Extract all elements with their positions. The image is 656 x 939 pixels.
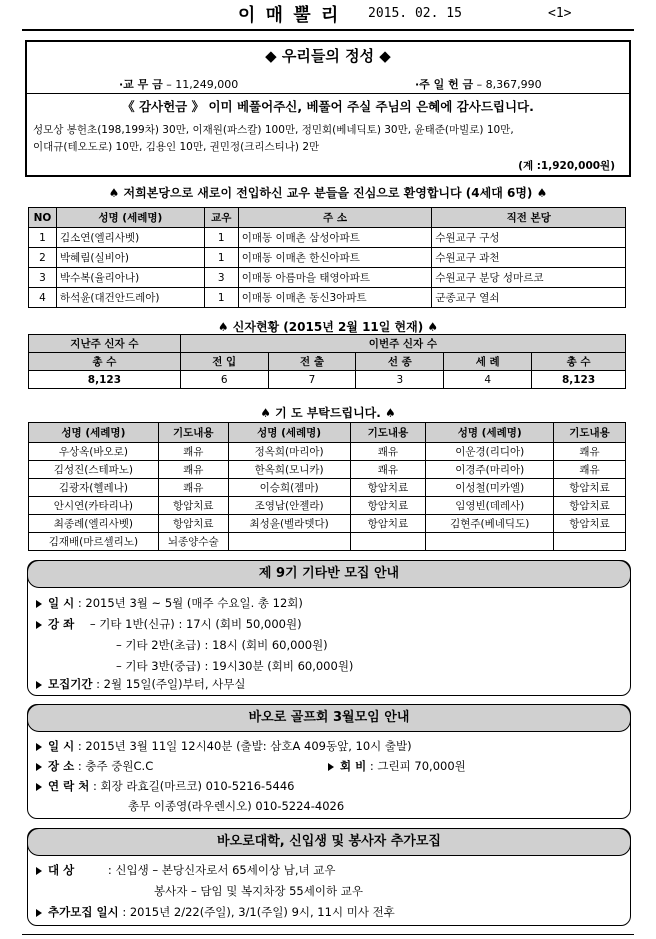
paul-univ-extra: 추가모집 일시 : 2015년 2/22(주일), 3/1(주일) 9시, 11시 미사 전후	[36, 904, 395, 920]
offering-box	[25, 40, 631, 177]
thanks-list: 성모상 봉헌초(198,199차) 30만, 이재원(파스칼) 100만, 정민회(베네딕토) 30만, 윤태준(마빌로) 10만, 이대규(테오도로) 10만, 김용인 10만, 권민정(크리스티나) 2만	[33, 124, 514, 153]
guitar-courses: 강 좌 – 기타 1반(신규) : 17시 (회비 50,000원)	[36, 616, 302, 632]
guitar-course-2: – 기타 2반(초급) : 18시 (회비 60,000원)	[116, 638, 328, 652]
last-total-label: 총 수	[29, 353, 181, 371]
table-row: 최종례(엘리사벳) 항암치료 최성윤(벨라뎃다) 항암치료 김현주(베네딕도) 항암치료	[29, 515, 626, 533]
thanks-total: (계 :1,920,000원)	[518, 160, 615, 172]
offering-title: ◆ 우리들의 정성 ◆	[265, 47, 391, 65]
guitar-period: 일 시 : 2015년 3월 ~ 5월 (매주 수요일. 총 12회)	[36, 595, 303, 611]
col-header: 직전 본당	[432, 208, 626, 228]
golf-notice-title: 바오로 골프회 3월모임 안내	[27, 704, 631, 732]
golf-contact-2: 총무 이종영(라우렌시오) 010-5224-4026	[128, 799, 345, 813]
table-row: 2 박혜림(실비아) 1 이매동 이매촌 한신아파트 수원교구 과천	[29, 248, 626, 268]
table-row: 김성진(스테파노) 쾌유 한옥희(모니카) 쾌유 이경주(마리아) 쾌유	[29, 461, 626, 479]
table-row: 안시연(카타리나) 항암치료 조영남(안젤라) 항암치료 임영빈(데레사) 항암치료	[29, 497, 626, 515]
table-row: 김광자(헬레나) 쾌유 이승희(젬마) 항암치료 이성철(미카엘) 항암치료	[29, 479, 626, 497]
last-week-label: 지난주 신자 수	[29, 335, 181, 353]
prayer-title: ♠ 기 도 부탁드립니다. ♠	[260, 406, 396, 420]
col-header: 주 소	[238, 208, 432, 228]
census-title: ♠ 신자현황 (2015년 2월 11일 현재) ♠	[217, 320, 439, 334]
golf-notice	[27, 704, 631, 819]
bulletin-date: 2015. 02. 15	[368, 6, 462, 21]
page-number: <1>	[548, 6, 572, 21]
golf-place: 장 소 : 충주 중원C.C	[36, 758, 153, 774]
guitar-notice	[27, 560, 631, 696]
table-row: 4 하석윤(대건안드레아) 1 이매동 이매촌 동신3아파트 군종교구 열쇠	[29, 288, 626, 308]
footer-rule	[22, 934, 634, 935]
paul-univ-target: 대 상 : 신입생 – 본당신자로서 65세이상 남,녀 교우	[36, 862, 335, 878]
thanks-title: 《 감사헌금 》 이미 베풀어주신, 베풀어 주실 주님의 은혜에 감사드립니다.	[122, 99, 534, 114]
new-families-title: ♠ 저희본당으로 새로이 전입하신 교우 분들을 진심으로 환영합니다 (4세대 6명) ♠	[108, 186, 548, 200]
table-row: 우상옥(바오로) 쾌유 정옥희(마리아) 쾌유 이운경(리디아) 쾌유	[29, 443, 626, 461]
header-rule	[22, 29, 634, 31]
golf-contact: 연 락 처 : 회장 라효길(마르코) 010-5216-5446	[36, 778, 294, 794]
table-row: 김재배(마르셀리노) 뇌종양수술	[29, 533, 626, 551]
paul-univ-notice-title: 바오로대학, 신입생 및 봉사자 추가모집	[27, 828, 631, 856]
table-row: 8,123 6 7 3 4 8,123	[29, 371, 626, 389]
sunday-offering: ·주 일 헌 금 – 8,367,990	[415, 78, 542, 91]
guitar-notice-title: 제 9기 기타반 모집 안내	[27, 560, 631, 588]
prayer-table: 성명 (세례명) 기도내용 성명 (세례명) 기도내용 성명 (세례명) 기도내용 우상옥(바오로) 쾌유 정옥희(마리아) 쾌유 이운경(리디아) 쾌유 김성진(스테파노) 쾌유 한옥희(모니카) 쾌유 이경주(마리아) 쾌유 김광자(헬레나) 쾌유 이승희(젬마) 항암치료 이성철(미카엘) 항암치료 안시연(카타리나) 항암치료 조영남(안젤라) 항암치료 임영빈(데레사) 항암치료 최종례(엘리사벳) 항암치료 최성윤(벨라뎃다) 항암치료 김현주(베네딕도) 항암치료 김재배(마르셀리노) 뇌종양수술	[28, 422, 626, 551]
guitar-course-3: – 기타 3반(중급) : 19시30분 (회비 60,000원)	[116, 659, 354, 673]
col-header: 성명 (세례명)	[56, 208, 204, 228]
golf-date: 일 시 : 2015년 3월 11일 12시40분 (출발: 삼호A 409동앞, 10시 출발)	[36, 738, 412, 754]
last-total-value: 8,123	[29, 371, 181, 389]
church-dues: ·교 무 금 – 11,249,000	[119, 78, 239, 91]
col-header: 교우	[204, 208, 238, 228]
new-families-table	[28, 207, 626, 308]
table-row: 1 김소연(엘리사벳) 1 이매동 이매촌 삼성아파트 수원교구 구성	[29, 228, 626, 248]
this-week-label: 이번주 신자 수	[180, 335, 625, 353]
census-table: 지난주 신자 수 이번주 신자 수 총 수 전 입 전 출 선 종 세 례 총 수 8,123 6 7 3 4 8,123	[28, 334, 626, 389]
golf-fee: 회 비 : 그린피 70,000원	[328, 758, 466, 774]
table-row: 3 박수복(율리아나) 3 이매동 아름마을 태영아파트 수원교구 분당 성마르코	[29, 268, 626, 288]
paul-univ-notice	[27, 828, 631, 926]
paul-univ-target-2: 봉사자 – 담임 및 복지차장 55세이하 교우	[154, 884, 363, 898]
page-header	[0, 0, 656, 30]
thanks-offering-section	[27, 93, 629, 175]
bulletin-title: 이 매 뿔 리	[238, 5, 341, 26]
guitar-recruit: 모집기간 : 2월 15일(주일)부터, 사무실	[36, 676, 246, 692]
col-header: NO	[29, 208, 57, 228]
